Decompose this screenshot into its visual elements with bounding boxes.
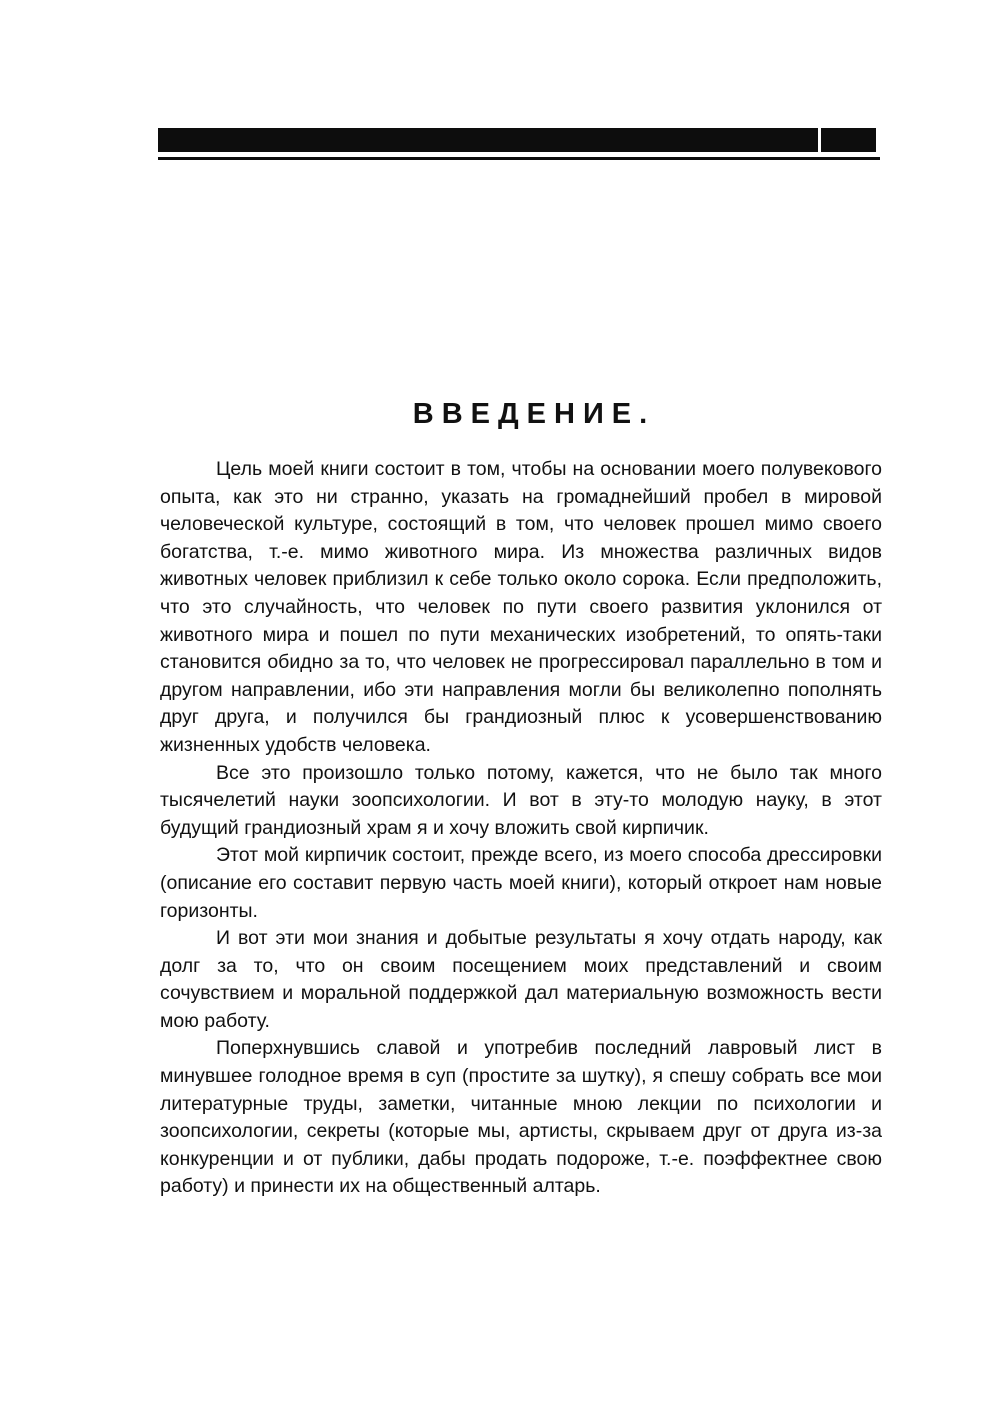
- chapter-title: ВВЕДЕНИЕ.: [412, 398, 656, 430]
- paragraph: Цель моей книги состоит в том, чтобы на основании моего полувекового опыта, как это ни странно, указать на громаднейший пробел в мировой человеческой культуре, состоящий в том, что человек прошел мимо своего богатства, т.-е. мимо животного мира. Из множества различных видов животных человек приблизил к себе только около сорока. Если предположить, что это случайность, что человек по пути своего развития уклонился от животного мира и пошел по пути механических изобретений, то опять-таки становится обидно за то, что человек не прогрессировал параллельно в том и другом направлении, ибо эти направления могли бы великолепно пополнять друг друга, и получился бы грандиозный плюс к усовершенствованию жизненных удобств человека.: [160, 458, 882, 756]
- header-rule-notch: [818, 128, 821, 152]
- body-text: [160, 456, 882, 1201]
- paragraph: Все это произошло только потому, кажется, что не было так много тысячелетий науки зоопсихологии. И вот в эту-то молодую науку, в этот будущий грандиозный храм я и хочу вложить свой кирпичик.: [160, 761, 882, 839]
- paragraph: Поперхнувшись славой и употребив последний лавровый лист в минувшее голодное время в суп (простите за шутку), я спешу собрать все мои литературные труды, заметки, читанные мною лекции по психологии и зоопсихологии, секреты (которые мы, артисты, скрываем друг от друга из-за конкуренции и от публики, дабы продать подороже, т.-е. поэффектнее свою работу) и принести их на общественный алтарь.: [160, 1037, 882, 1198]
- header-rule-thin: [158, 157, 880, 160]
- paragraph: Этот мой кирпичик состоит, прежде всего, из моего способа дрессировки (описание его составит первую часть моей книги), который откроет нам новые горизонты.: [160, 844, 882, 922]
- header-rule-thick: [158, 128, 876, 152]
- paragraph: И вот эти мои знания и добытые результаты я хочу отдать народу, как долг за то, что он своим посещением моих представлений и своим сочувствием и моральной поддержкой дал материальную возможность вести мою работу.: [160, 927, 882, 1032]
